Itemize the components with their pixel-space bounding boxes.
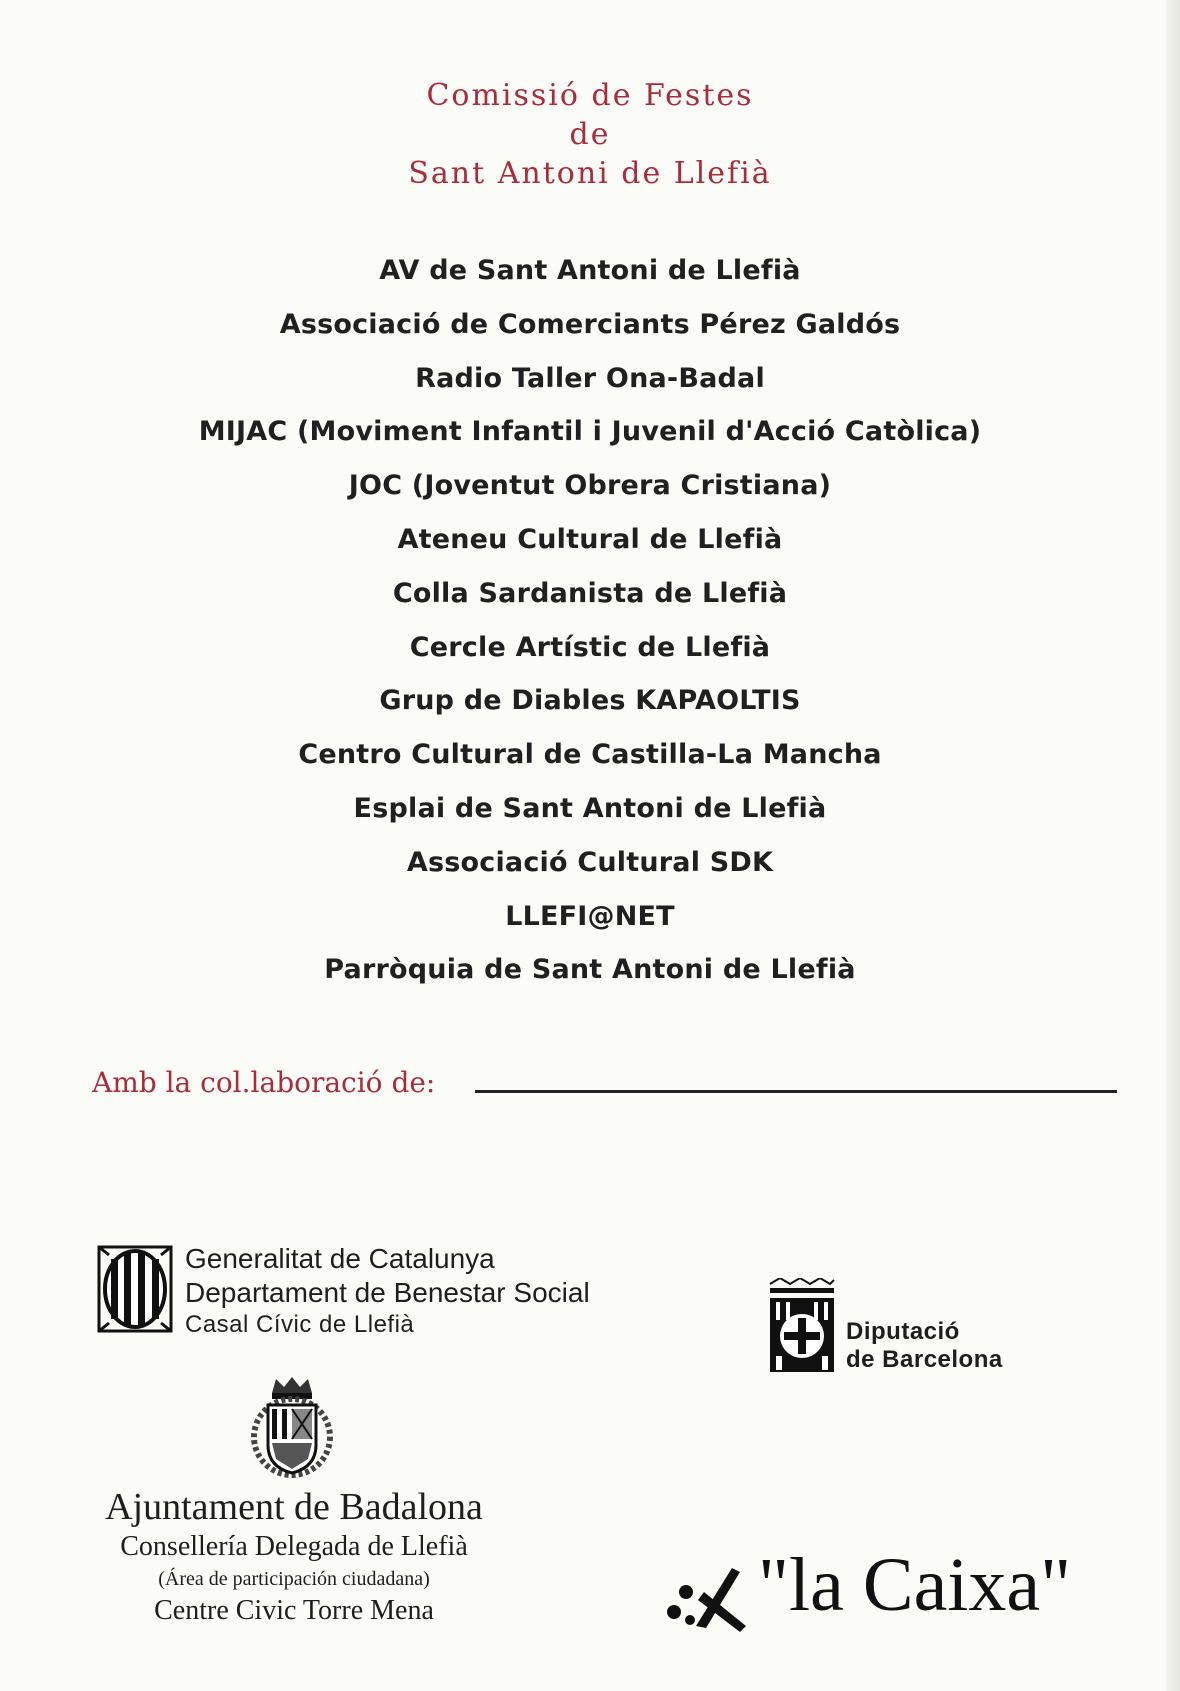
- member-item: Associació Cultural SDK: [406, 846, 774, 878]
- caixa-name: "la Caixa": [758, 1543, 1072, 1627]
- member-item: AV de Sant Antoni de Llefià: [379, 255, 801, 286]
- member-item: LLEFI@NET: [505, 900, 675, 932]
- member-item: Colla Sardanista de Llefià: [392, 577, 788, 609]
- diputacio-name: Diputació: [846, 1318, 960, 1345]
- generalitat-name: Generalitat de Catalunya: [185, 1243, 495, 1274]
- member-item: Grup de Diables KAPAOLTIS: [379, 685, 801, 717]
- generalitat-sponsor: [185, 1242, 590, 1340]
- member-item: Esplai de Sant Antoni de Llefià: [353, 792, 827, 824]
- badalona-sponsor: [84, 1484, 504, 1628]
- badalona-coat-of-arms-icon: [242, 1375, 342, 1483]
- member-item: MIJAC (Moviment Infantil i Juvenil d'Acció Catòlica): [198, 416, 982, 448]
- member-item: Cercle Artístic de Llefià: [409, 631, 771, 663]
- badalona-area: (Área de participación ciudadana): [158, 1568, 430, 1590]
- badalona-name: Ajuntament de Badalona: [105, 1486, 483, 1528]
- generalitat-logo-icon: [97, 1245, 173, 1337]
- heading-line-1: Comissió de Festes: [426, 78, 754, 113]
- heading-line-3: Sant Antoni de Llefià: [408, 156, 772, 191]
- diputacio-city: de Barcelona: [846, 1346, 1003, 1373]
- member-item: Associació de Comerciants Pérez Galdós: [279, 308, 901, 340]
- member-list: [0, 244, 1180, 997]
- member-item: Centro Cultural de Castilla-La Mancha: [298, 739, 882, 771]
- collaboration-divider: [475, 1090, 1117, 1093]
- badalona-centre: Centre Civic Torre Mena: [154, 1595, 434, 1626]
- caixa-star-icon: [660, 1562, 756, 1638]
- diputacio-sponsor: [846, 1318, 1003, 1374]
- generalitat-casal: Casal Cívic de Llefià: [185, 1311, 415, 1338]
- generalitat-department: Departament de Benestar Social: [185, 1277, 590, 1308]
- heading-line-2: de: [569, 117, 611, 152]
- diputacio-logo-icon: [766, 1278, 838, 1376]
- member-item: Ateneu Cultural de Llefià: [397, 523, 783, 555]
- member-item: Radio Taller Ona-Badal: [415, 362, 765, 394]
- member-item: JOC (Joventut Obrera Cristiana): [348, 470, 832, 502]
- badalona-department: Consellería Delegada de Llefià: [120, 1531, 468, 1562]
- member-item: Parròquia de Sant Antoni de Llefià: [324, 954, 856, 986]
- collaboration-label: Amb la col.laboració de:: [92, 1066, 436, 1099]
